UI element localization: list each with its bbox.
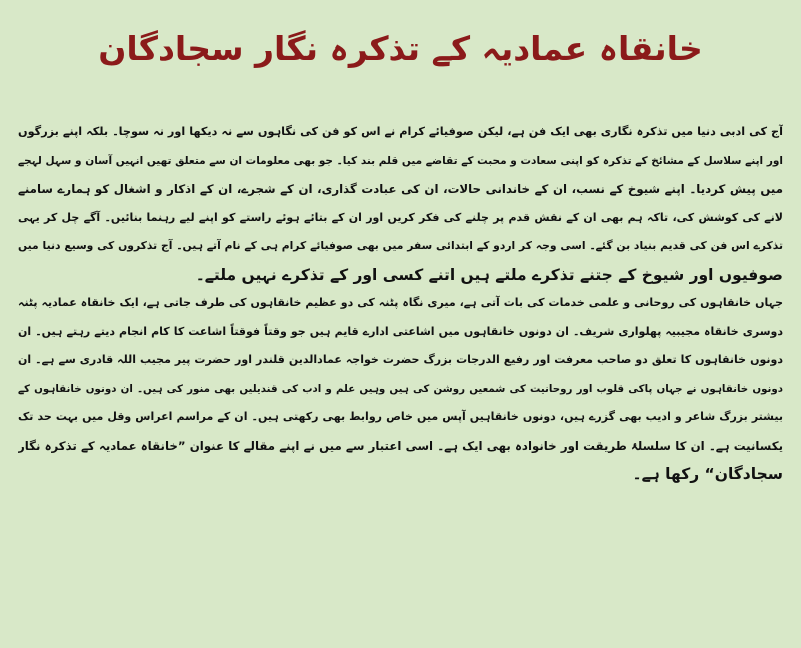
paragraph-2	[18, 289, 783, 489]
article-body	[18, 118, 783, 489]
text-line: لانے کی کوشش کی، تاکہ ہم بھی ان کے نقش قدم پر چلنے کی فکر کریں اور ان کے بتائے ہوئے راستے کو اپنے لیے رہنما بنائیں۔ آگے چل کر یہی	[18, 210, 783, 224]
text-line: صوفیوں اور شیوخ کے جتنے تذکرے ملتے ہیں اتنے کسی اور کے تذکرے نہیں ملتے۔	[195, 265, 783, 284]
text-line: بیشتر بزرگ شاعر و ادیب بھی گزرے ہیں، دونوں خانقاہیں آپس میں خاص روابط بھی رکھتی ہیں۔ ان کے مراسم اعراس وقل میں بہت حد تک	[18, 410, 783, 423]
text-line: اور اپنے سلاسل کے مشائخ کے تذکرہ کو اپنی سعادت و محبت کے تقاضے میں قلم بند کیا۔ جو بھی معلومات ان سے متعلق تھیں انہیں آسان و سہل لہجے	[18, 154, 783, 167]
text-line: دونوں خانقاہوں نے جہاں پاکی قلوب اور روحانیت کی شمعیں روشن کی ہیں وہیں علم و ادب کی قندیلیں بھی منور کی ہیں۔ ان دونوں خانقاہوں کے	[18, 382, 783, 395]
text-line: جہاں خانقاہوں کی روحانی و علمی خدمات کی بات آتی ہے، میری نگاہ پٹنہ کی دو عظیم خانقاہوں کی طرف جاتی ہے، ایک خانقاہ عمادیہ پٹنہ	[18, 296, 783, 309]
text-line: دوسری خانقاہ مجیبیہ پھلواری شریف۔ ان دونوں خانقاہوں میں اشاعتی ادارے قایم ہیں جو وقتاً فوقتاً اشاعت کا کام انجام دیتے رہتے ہیں۔ ان	[18, 324, 783, 338]
text-line: میں پیش کردیا۔ اپنے شیوخ کے نسب، ان کے خاندانی حالات، ان کی عبادت گذاری، ان کے شجرے، ان کے اذکار و اشغال کو ہمارے سامنے	[18, 182, 783, 196]
text-line: آج کی ادبی دنیا میں تذکرہ نگاری بھی ایک فن ہے، لیکن صوفیائے کرام نے اس کو فن کی نگاہوں سے نہ دیکھا اور نہ سوچا۔ بلکہ اپنے بزرگوں	[18, 125, 783, 138]
paragraph-1	[18, 118, 783, 289]
text-line: تذکرے اس فن کی قدیم بنیاد بن گئے۔ اسی وجہ کر اردو کے ابتدائی سفر میں بھی صوفیائے کرام ہی کے نام آتے ہیں۔ آج تذکروں کی وسیع دنیا میں	[18, 239, 783, 252]
text-line: دونوں خانقاہوں کا تعلق دو صاحب معرفت اور رفیع الدرجات بزرگ حضرت خواجہ عمادالدین قلندر اور حضرت پیر مجیب اللہ قادری سے ہے۔ ان	[18, 353, 783, 366]
text-line: سجادگان“ رکھا ہے۔	[632, 465, 783, 483]
page-title: خانقاہ عمادیہ کے تذکرہ نگار سجادگان	[98, 29, 703, 68]
text-line: یکسانیت ہے۔ ان کا سلسلۂ طریقت اور خانوادہ بھی ایک ہے۔ اسی اعتبار سے میں نے اپنے مقالے کا عنوان ”خانقاہ عمادیہ کے تذکرہ نگار	[18, 438, 783, 453]
